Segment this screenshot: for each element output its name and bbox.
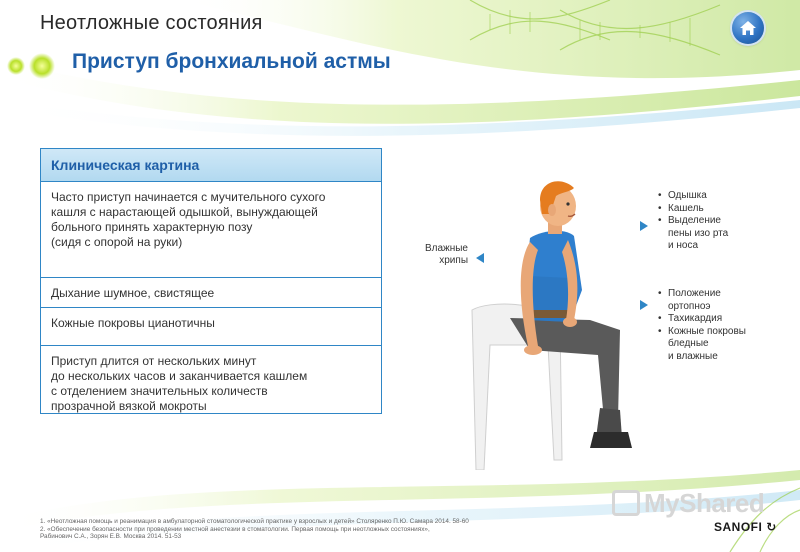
footnote-2: 2. «Обеспечение безопасности при проведении местной анестезии в стоматологии. Первая помощь при неотложных состояниях», [40, 525, 430, 533]
home-icon [739, 19, 757, 37]
symptom-item: • Кожные покровы бледные и влажные [658, 326, 778, 364]
glow-dot-small [7, 57, 25, 75]
symptom-item: • Одышка [658, 190, 768, 203]
symptom-item: • Выделение пены изо рта и носа [658, 215, 768, 253]
footnotes [40, 518, 620, 541]
clinical-picture-header: Клиническая картина [41, 149, 381, 182]
glow-dot-large [29, 53, 55, 79]
clinical-row-onset: Часто приступ начинается с мучительного сухого кашля с нарастающей одышкой, вынуждающей больного принять характерную позу (сидя с опорой на руки) [41, 182, 381, 278]
symptoms-top-list [658, 190, 768, 253]
wet-rales-label: Влажные хрипы [424, 243, 468, 266]
sanofi-swirl-icon: ↻ [766, 520, 777, 534]
symptom-item: • Тахикардия [658, 313, 778, 326]
clinical-row-duration: Приступ длится от нескольких минут до нескольких часов и заканчивается кашлем с отделением значительных количеств прозрачной вязкой мокроты [51, 354, 308, 413]
patient-illustration [470, 170, 640, 470]
symptom-item: • Кашель [658, 203, 768, 216]
header-title: Неотложные состояния [40, 12, 263, 34]
clinical-row-breathing: Дыхание шумное, свистящее [41, 278, 381, 308]
footnote-1: 1. «Неотложная помощь и реанимация в амбулаторной стоматологической практике у взрослых и детей» Столяренко П.Ю. Самара 2014. 58-60 [40, 518, 469, 525]
symptoms-bottom-list [658, 288, 778, 363]
clinical-row-skin: Кожные покровы цианотичны [41, 308, 381, 346]
sanofi-logo: SANOFI ↻ [714, 520, 777, 534]
footnote-3: Рабинович С.А., Зорян Е.В. Москва 2014. 51-53 [40, 533, 182, 540]
home-button[interactable] [732, 12, 764, 44]
presentation-icon [612, 490, 640, 516]
slide-title: Приступ бронхиальной астмы [72, 50, 391, 73]
symptom-item: • Положение ортопноэ [658, 288, 778, 313]
clinical-picture-table [40, 148, 382, 414]
myshared-watermark: MyShared [612, 488, 764, 524]
